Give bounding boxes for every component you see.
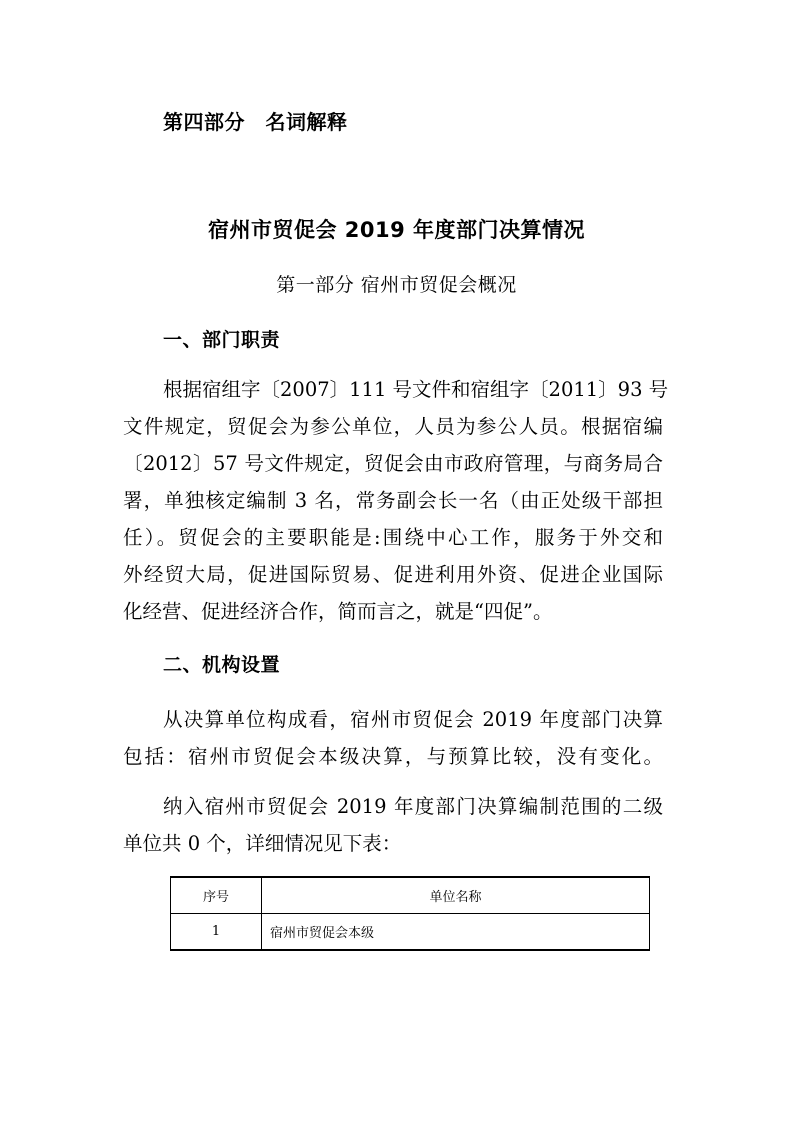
structure-paragraph-1 <box>123 701 663 775</box>
header-index: 序号 <box>171 877 262 914</box>
paragraph-line: 根据宿组字〔2007〕111 号文件和宿组字〔2011〕93 号 <box>163 378 669 401</box>
section1-heading: 一、部门职责 <box>163 329 281 351</box>
header-unit-name: 单位名称 <box>262 877 650 914</box>
part1-heading: 第一部分 宿州市贸促会概况 <box>276 274 517 296</box>
cell-unit-name: 宿州市贸促会本级 <box>262 914 650 951</box>
structure-paragraph-2 <box>123 788 663 862</box>
paragraph-line: 单位共 0 个，详细情况见下表： <box>123 832 402 855</box>
table-row <box>171 914 650 951</box>
unit-table <box>170 876 650 951</box>
paragraph-line: 任）。贸促会的主要职能是:围绕中心工作，服务于外交和 <box>123 526 663 549</box>
paragraph-line: 文件规定，贸促会为参公单位，人员为参公人员。根据宿编 <box>123 415 663 438</box>
paragraph-line: 署，单独核定编制 3 名，常务副会长一名（由正处级干部担 <box>123 489 663 512</box>
part4-heading: 第四部分 名词解释 <box>163 110 348 134</box>
cell-index: 1 <box>171 914 262 951</box>
paragraph-line: 化经营、促进经济合作，简而言之，就是“四促”。 <box>123 600 553 623</box>
paragraph-line: 从决算单位构成看，宿州市贸促会 2019 年度部门决算 <box>163 708 663 731</box>
table-header-row <box>171 877 650 914</box>
duties-paragraph <box>123 371 669 630</box>
paragraph-line: 〔2012〕57 号文件规定，贸促会由市政府管理，与商务局合 <box>123 452 663 475</box>
paragraph-line: 纳入宿州市贸促会 2019 年度部门决算编制范围的二级 <box>163 795 663 818</box>
paragraph-line: 包括：宿州市贸促会本级决算，与预算比较，没有变化。 <box>123 745 663 768</box>
paragraph-line: 外经贸大局，促进国际贸易、促进利用外资、促进企业国际 <box>123 563 663 586</box>
document-title: 宿州市贸促会 2019 年度部门决算情况 <box>207 218 586 242</box>
section2-heading: 二、机构设置 <box>163 654 281 676</box>
